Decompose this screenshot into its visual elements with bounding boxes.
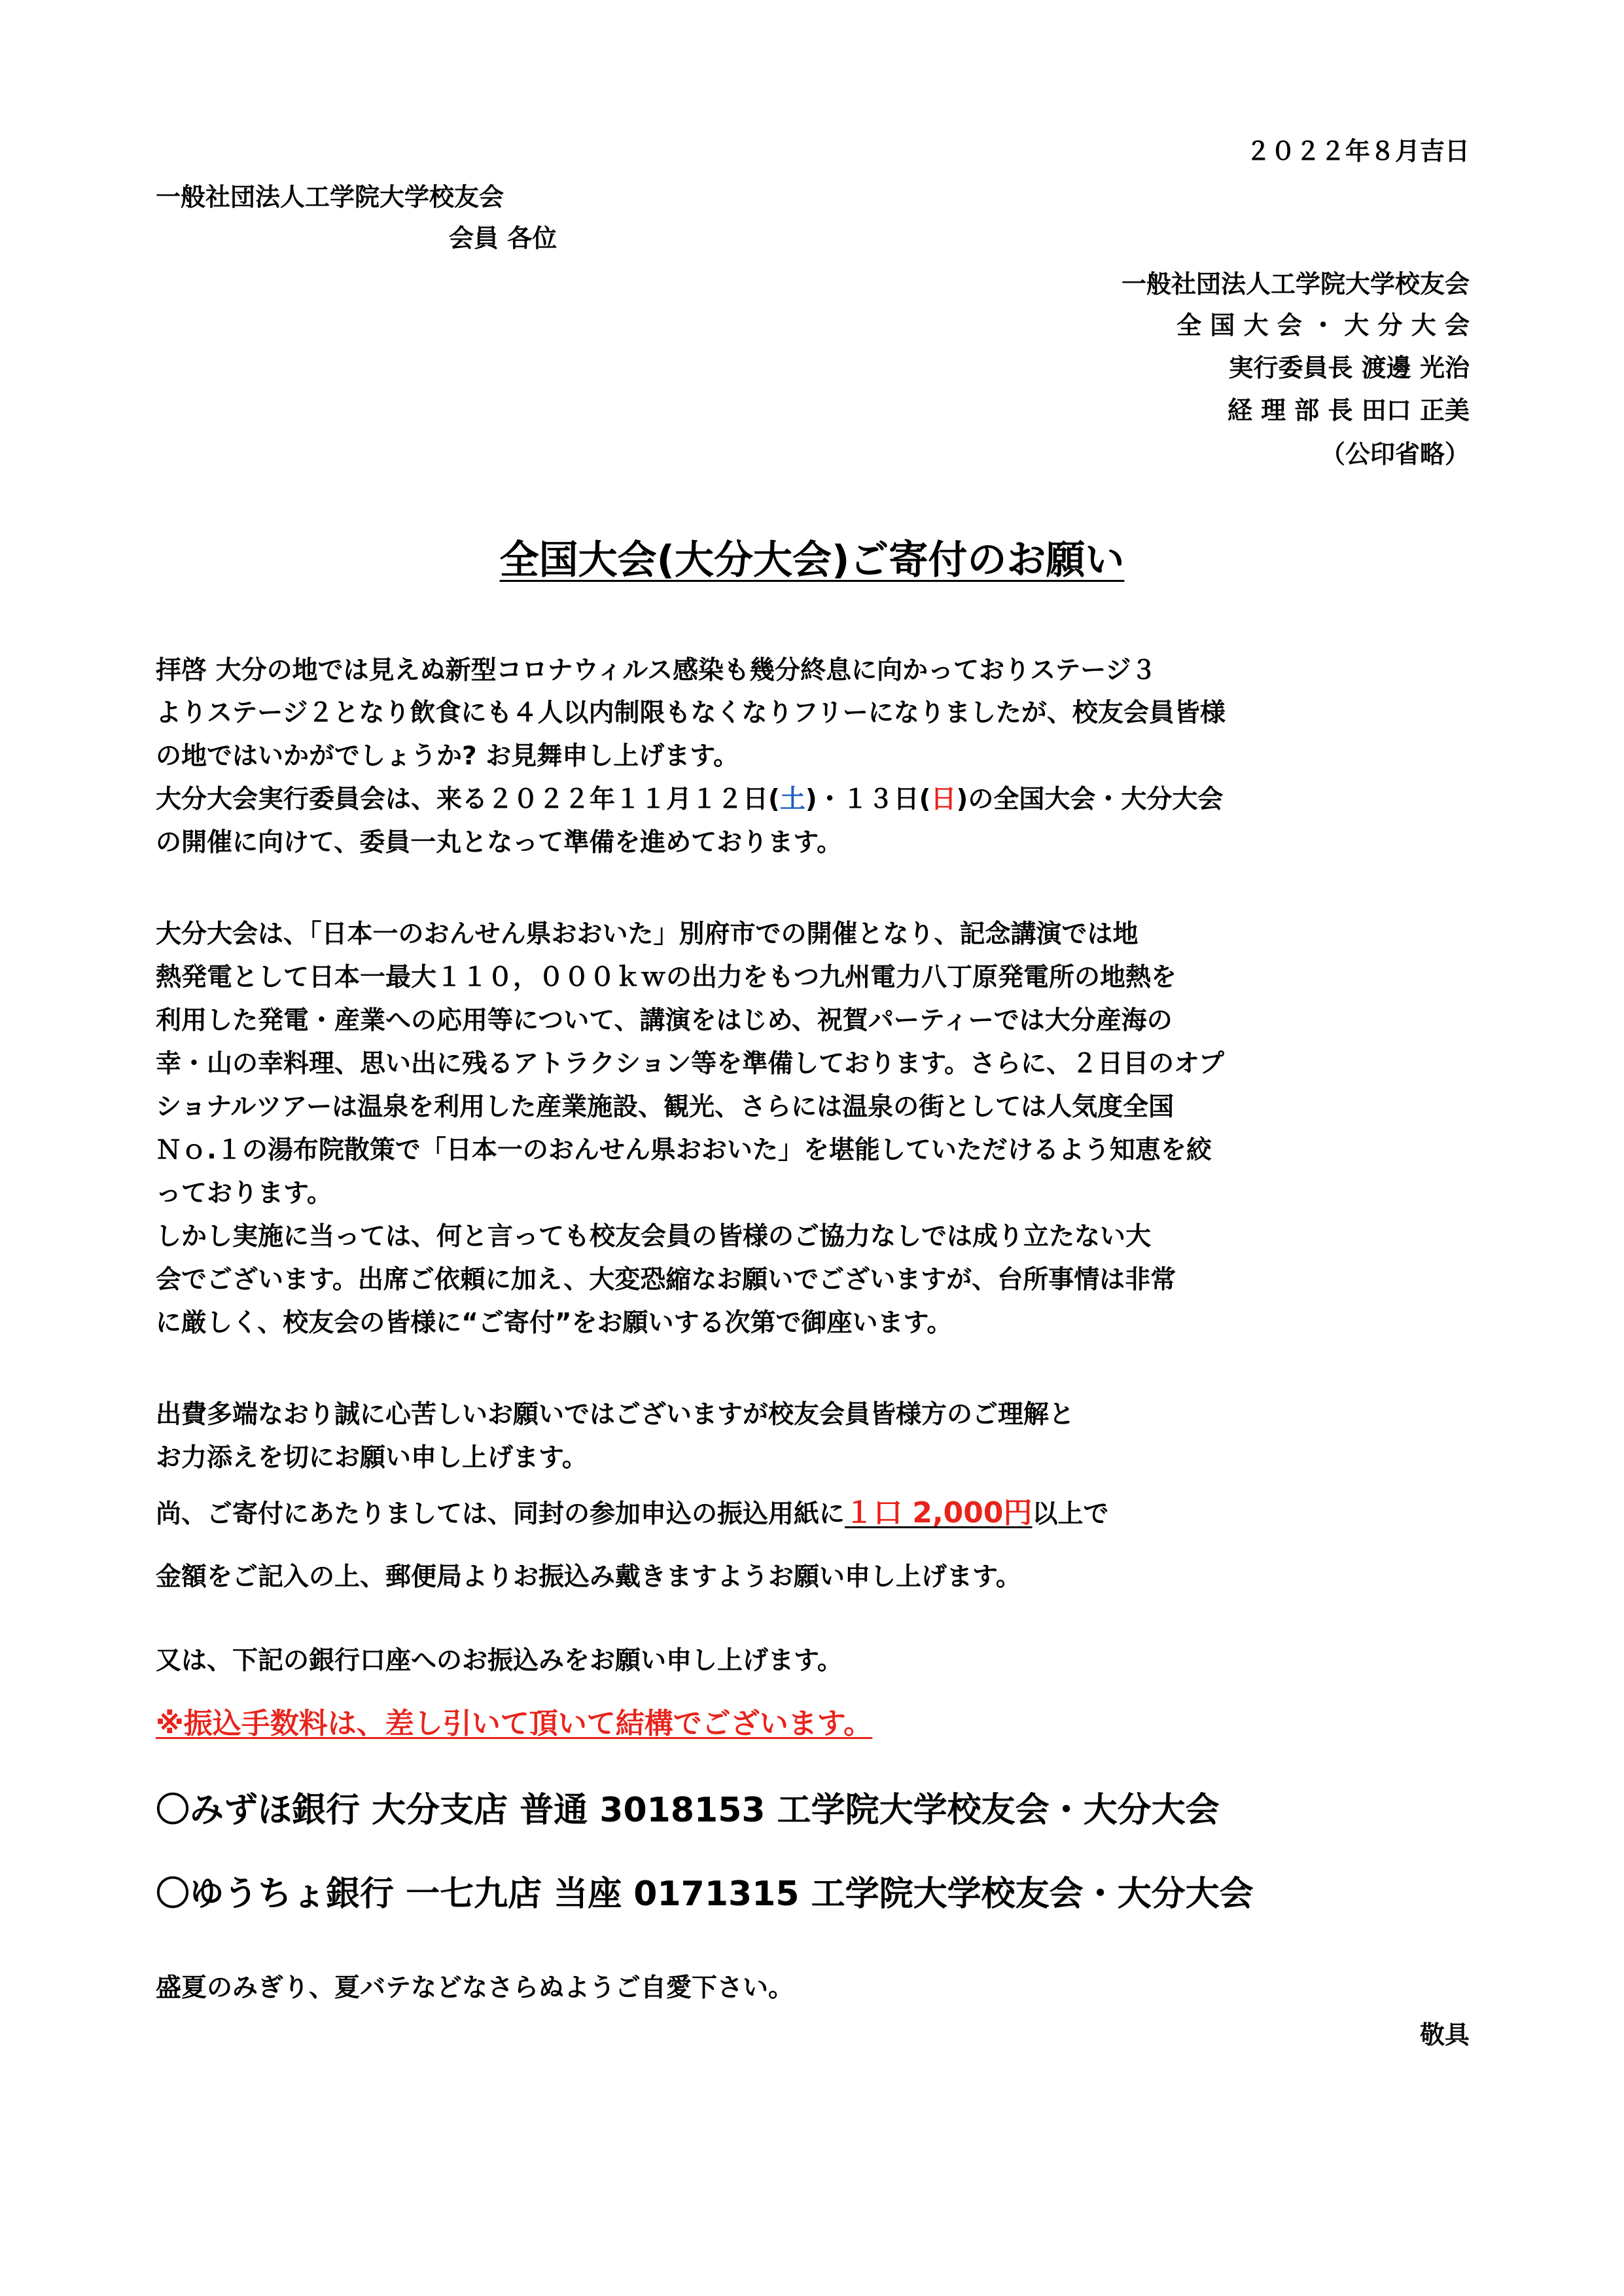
document-title xyxy=(0,537,1624,583)
donation-pre: 尚、ご寄付にあたりましては、同封の参加申込の振込用紙に xyxy=(156,1499,845,1529)
bank-yucho: 〇ゆうちょ銀行 一七九店 当座 0171315 工学院大学校友会・大分大会 xyxy=(156,1874,1254,1914)
sign-off: 敬具 xyxy=(1419,2020,1470,2049)
p1-line4-post: )の全国大会・大分大会 xyxy=(956,785,1224,814)
p2-line4: 幸・山の幸料理、思い出に残るアトラクション等を準備しております。さらに、２日目のオプ xyxy=(156,1049,1224,1079)
p3-line1: 出費多端なおり誠に心苦しいお願いではございますが校友会員皆様方のご理解と xyxy=(156,1400,1075,1429)
p1-line3: の地ではいかがでしょうか? お見舞申し上げます。 xyxy=(156,742,739,771)
letter-date: ２０２２年８月吉日 xyxy=(1245,137,1470,166)
p1-line1: 拝啓 大分の地では見えぬ新型コロナウィルス感染も幾分終息に向かっておりステージ３ xyxy=(156,656,1157,685)
p2-line8: しかし実施に当っては、何と言っても校友会員の皆様のご協力なしでは成り立たない大 xyxy=(156,1222,1152,1251)
document-title-text: 全国大会(大分大会)ご寄付のお願い xyxy=(499,537,1125,583)
p1-line4-mid: )・１３日( xyxy=(805,785,931,814)
donation-line2: 金額をご記入の上、郵便局よりお振込み戴きますようお願い申し上げます。 xyxy=(156,1562,1021,1592)
sender-org: 一般社団法人工学院大学校友会 xyxy=(1121,270,1470,298)
p1-line5: の開催に向けて、委員一丸となって準備を進めております。 xyxy=(156,828,843,857)
p2-line6: Ｎｏ.１の湯布院散策で「日本一のおんせん県おおいた」を堪能していただけるよう知恵を絞 xyxy=(156,1136,1212,1165)
p3-line2: お力添えを切にお願い申し上げます。 xyxy=(156,1443,588,1473)
sender-chair: 実行委員長 渡邊 光治 xyxy=(1228,353,1470,382)
donation-post: 以上で xyxy=(1032,1499,1109,1529)
p2-line7: っております。 xyxy=(156,1179,332,1208)
p1-line2: よりステージ２となり飲食にも４人以内制限もなくなりフリーになりましたが、校友会員皆様 xyxy=(156,698,1226,728)
p2-line9: 会でございます。出席ご依頼に加え、大変恐縮なお願いでございますが、台所事情は非常 xyxy=(156,1265,1176,1295)
p1-line4 xyxy=(156,787,1471,812)
p2-line1: 大分大会は、「日本一のおんせん県おおいた」別府市での開催となり、記念講演では地 xyxy=(156,920,1139,949)
recipient-org: 一般社団法人工学院大学校友会 xyxy=(156,183,504,211)
day-sunday: 日 xyxy=(930,785,957,814)
donation-line1 xyxy=(156,1496,1471,1530)
donation-amount: １口 2,000円 xyxy=(845,1496,1033,1530)
recipient-members: 会員 各位 xyxy=(449,224,557,253)
bank-mizuho: 〇みずほ銀行 大分支店 普通 3018153 工学院大学校友会・大分大会 xyxy=(156,1791,1220,1830)
p2-line10: に厳しく、校友会の皆様に“ご寄付”をお願いする次第で御座います。 xyxy=(156,1308,953,1338)
day-saturday: 土 xyxy=(779,785,805,814)
p1-line4-pre: 大分大会実行委員会は、来る２０２２年１１月１２日( xyxy=(156,785,780,814)
sender-treasurer: 経 理 部 長 田口 正美 xyxy=(1227,396,1470,425)
p2-line2: 熱発電として日本一最大１１０，０００ｋｗの出力をもつ九州電力八丁原発電所の地熱を xyxy=(156,963,1177,992)
p2-line5: ショナルツアーは温泉を利用した産業施設、観光、さらには温泉の街としては人気度全国 xyxy=(156,1092,1174,1122)
bank-intro: 又は、下記の銀行口座へのお振込みをお願い申し上げます。 xyxy=(156,1646,843,1676)
seal-note: （公印省略） xyxy=(1320,440,1470,469)
closing-line: 盛夏のみぎり、夏バテなどなさらぬようご自愛下さい。 xyxy=(156,1973,794,2003)
sender-event: 全 国 大 会 ・ 大 分 大 会 xyxy=(1176,311,1470,340)
fee-note: ※振込手数料は、差し引いて頂いて結構でございます。 xyxy=(156,1707,873,1740)
p2-line3: 利用した発電・産業への応用等について、講演をはじめ、祝賀パーティーでは大分産海の xyxy=(156,1006,1173,1035)
